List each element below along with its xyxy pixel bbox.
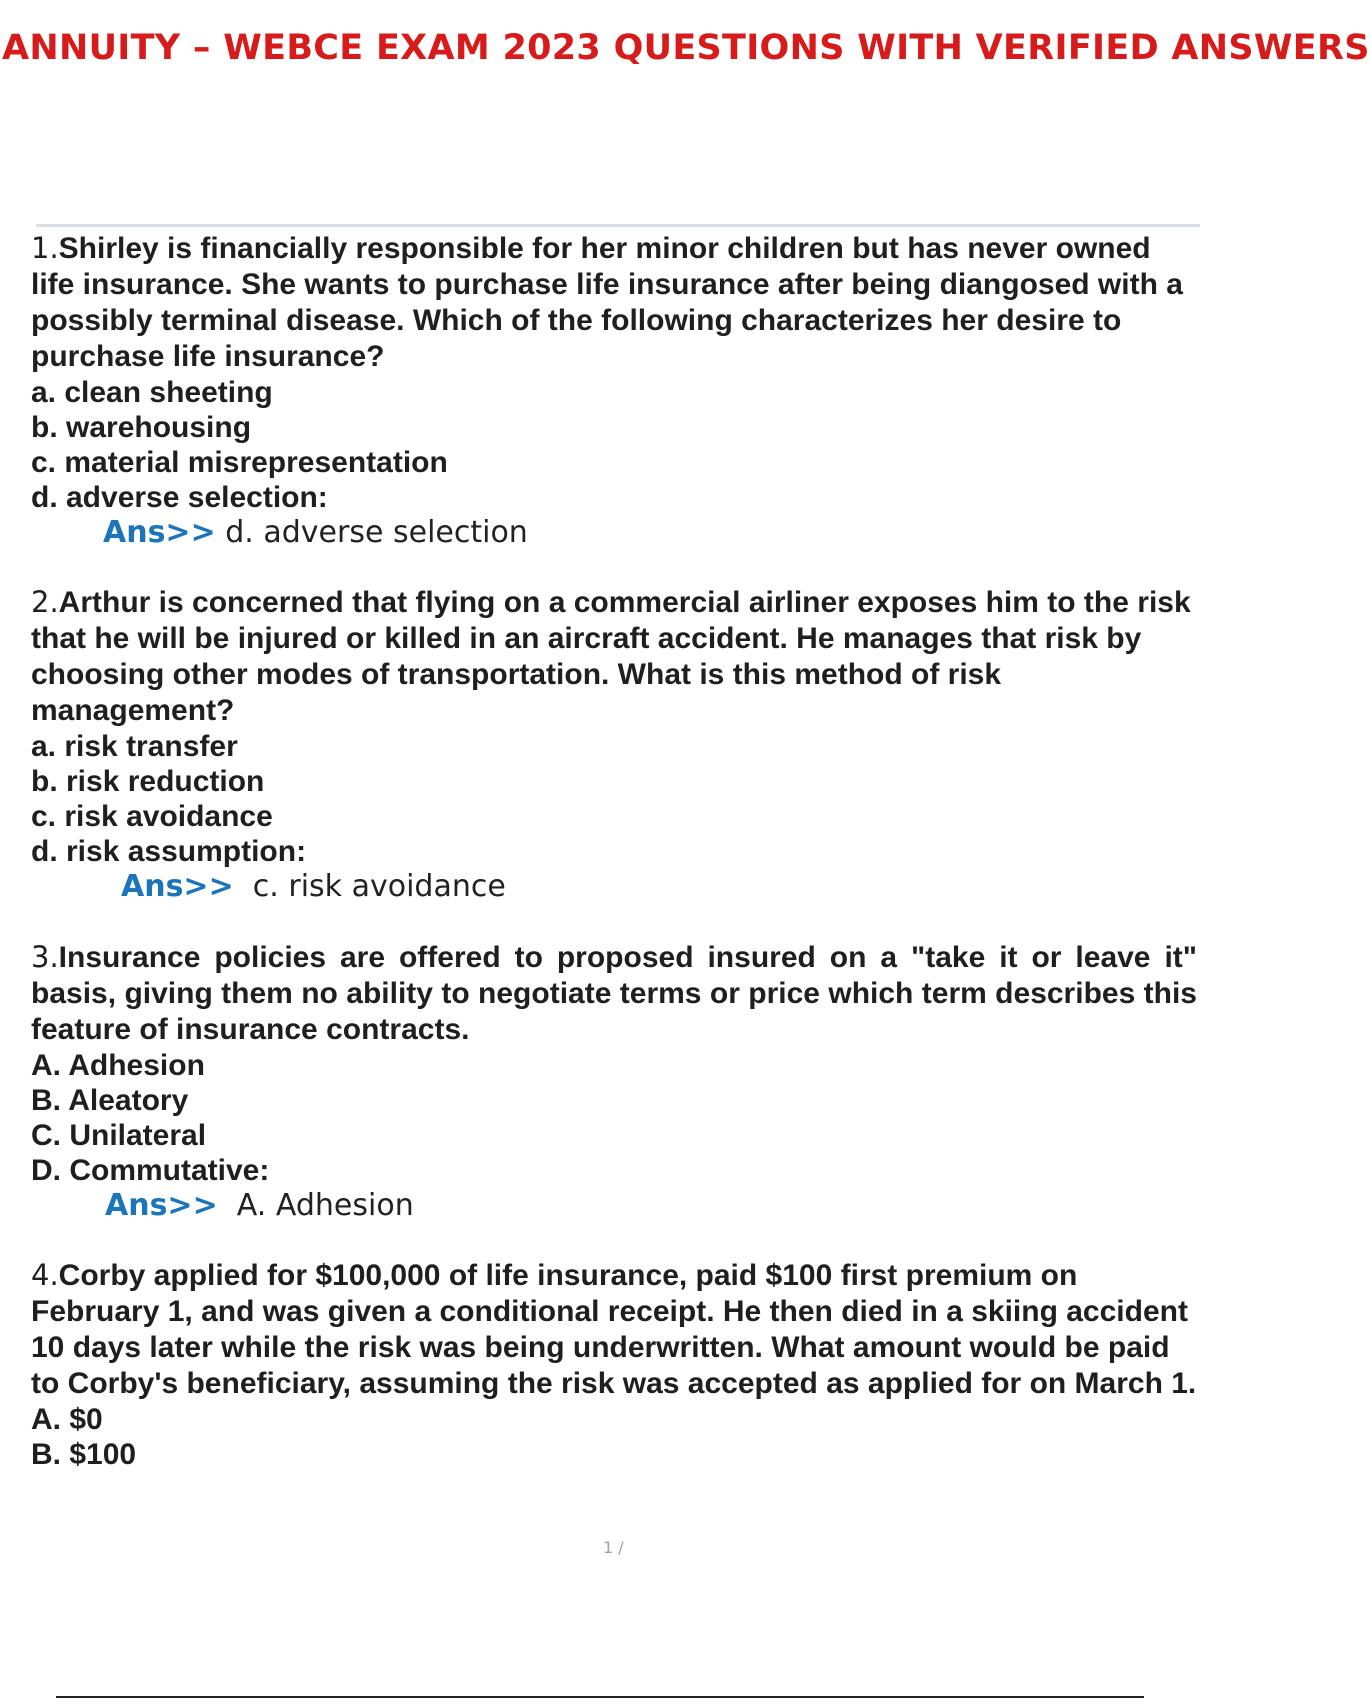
question-2-number: 2.: [31, 585, 59, 619]
footer-divider: [56, 1696, 1144, 1698]
question-4-body: Corby applied for $100,000 of life insurance, paid $100 first premium on February 1, and was given a conditional receipt. He then died in a skiing accident 10 days later while the risk was being underwritten. What amount would be paid to Corby's beneficiary, assuming the risk was accepted as applied for on March 1.: [31, 1259, 1197, 1400]
question-3-body: Insurance policies are offered to proposed insured on a "take it or leave it" basis, giving them no ability to negotiate terms or price which term describes this feature of insurance contracts.: [31, 941, 1197, 1046]
question-2-option-d: d. risk assumption:: [31, 835, 307, 868]
question-1-option-c: c. material misrepresentation: [31, 446, 448, 479]
question-2-text: [31, 584, 1197, 729]
question-3-option-a: A. Adhesion: [31, 1049, 205, 1082]
question-3-option-d: D. Commutative:: [31, 1154, 270, 1187]
question-4-option-b: B. $100: [31, 1438, 137, 1471]
question-1-text: [31, 230, 1197, 375]
question-2: [31, 584, 1197, 905]
answer-value: c. risk avoidance: [252, 869, 506, 904]
title-divider: [36, 224, 1200, 227]
question-1-body: Shirley is financially responsible for her minor children but has never owned life insurance. She wants to purchase life insurance after being diangosed with a possibly terminal disease. Which of the following characterizes her desire to purchase life insurance?: [31, 232, 1183, 373]
question-2-option-c: c. risk avoidance: [31, 800, 273, 833]
question-1-number: 1.: [31, 231, 59, 265]
question-2-option-a: a. risk transfer: [31, 730, 238, 763]
question-2-option-b: b. risk reduction: [31, 765, 265, 798]
question-4-text: [31, 1257, 1197, 1402]
answer-label: Ans>>: [105, 1188, 218, 1223]
question-1-option-a: a. clean sheeting: [31, 376, 273, 409]
question-4-option-a: A. $0: [31, 1403, 103, 1436]
answer-value: A. Adhesion: [236, 1188, 414, 1223]
question-3-option-c: C. Unilateral: [31, 1119, 207, 1152]
answer-value: d. adverse selection: [225, 515, 528, 550]
question-3-answer: [31, 1188, 1197, 1224]
question-4-number: 4.: [31, 1258, 59, 1292]
question-3-option-b: B. Aleatory: [31, 1084, 189, 1117]
question-4: [31, 1257, 1197, 1472]
question-2-body: Arthur is concerned that flying on a commercial airliner exposes him to the risk that he will be injured or killed in an aircraft accident. He manages that risk by choosing other modes of transportation. What is this method of risk management?: [31, 586, 1191, 727]
question-1-answer: [31, 515, 1197, 551]
question-1-option-b: b. warehousing: [31, 411, 252, 444]
document-title: ANNUITY – WEBCE EXAM 2023 QUESTIONS WITH VERIFIED ANSWERS: [2, 28, 1370, 68]
question-3: [31, 939, 1197, 1224]
question-3-text: [31, 939, 1197, 1048]
answer-label: Ans>>: [121, 869, 234, 904]
question-1-option-d: d. adverse selection:: [31, 481, 328, 514]
page-number: 1 /: [603, 1538, 624, 1557]
answer-label: Ans>>: [103, 515, 216, 550]
question-2-answer: [31, 869, 1197, 905]
question-3-number: 3.: [31, 940, 59, 974]
question-1: [31, 230, 1197, 551]
